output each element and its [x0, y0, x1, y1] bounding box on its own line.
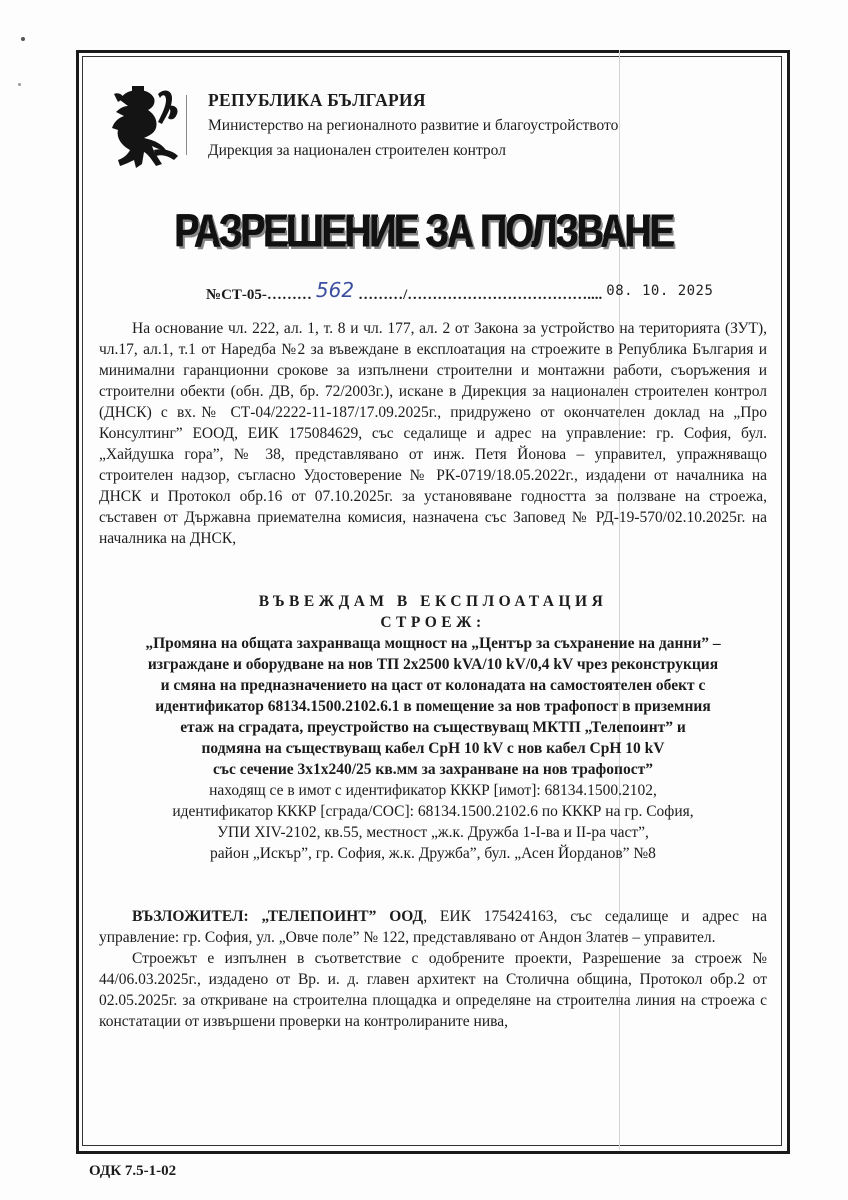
project-line: със сечение 3х1х240/25 кв.мм за захранване на нов трафопост”	[213, 761, 653, 778]
location-line: находящ се в имот с идентификатор КККР [имот]: 68134.1500.2102,	[209, 782, 657, 799]
location-line: район „Искър”, гр. София, ж.к. Дружба”, бул. „Асен Йорданов” №8	[210, 845, 656, 862]
compliance-paragraph	[99, 948, 767, 1032]
compliance-text: Строежът е изпълнен в съответствие с одобрените проекти, Разрешение за строеж № 44/06.03.2025г., издадено от Вр. и. д. главен архитект на Столична община, Протокол обр.2 от 02.05.2025г. за откриване на строителна площадка и определяне на строителна линия на строежа с констатации от извършени проверки на контролираните нива,	[99, 950, 767, 1030]
project-line: етаж на сградата, преустройство на съществуващ МКТП „Телепоинт” и	[180, 719, 686, 736]
preamble-text: На основание чл. 222, ал. 1, т. 8 и чл. 177, ал. 2 от Закона за устройство на територията (ЗУТ), чл.17, ал.1, т.1 от Наредба №2 за въвеждане в експлоатация на строежите в Република България и минимални гаранционни срокове за изпълнени строителни и монтажни работи, съоръжения и строителни обекти (обн. ДВ, бр. 72/2003г.), искане в Дирекция за национален строителен контрол (ДНСК) с вх.№ СТ-04/2222-11-187/17.09.2025г., придружено от окончателен доклад на „Про Консултинг” ЕООД, ЕИК 175084629, със седалище и адрес на управление: гр. София, бул.„Хайдушка гора”, № 38, представлявано от инж. Петя Йонова – управител, упражняващо строителен надзор, съгласно Удостоверение № РК-0719/18.05.2022г., издадени от началника на ДНСК и Протокол обр.16 от 07.10.2025г. за установяване годността за ползване на строежа, съставен от Държавна приемателна комисия, назначена със Заповед № РД-19-570/02.10.2025г. на началника на ДНСК,	[99, 320, 767, 547]
document-title: РАЗРЕШЕНИЕ ЗА ПОЛЗВАНЕ	[175, 205, 673, 257]
date-dots: ………/………………………………....	[358, 287, 603, 303]
commission-heading: ВЪВЕЖДАМ В ЕКСПЛОАТАЦИЯ	[258, 593, 608, 610]
location-line: УПИ XIV-2102, кв.55, местност „ж.к. Дружба 1-I-ва и II-ра част”,	[217, 824, 649, 841]
location-line: идентификатор КККР [сграда/СОС]: 68134.1500.2102.6 по КККР на гр. София,	[172, 803, 694, 820]
assignor-paragraph	[99, 906, 767, 948]
project-description	[99, 633, 767, 780]
date-stamp: 08. 10. 2025	[606, 283, 714, 299]
bulgarian-lion-emblem-icon	[108, 80, 188, 175]
scan-speck	[21, 37, 25, 41]
location-description	[99, 780, 767, 864]
project-line: идентификатор 68134.1500.2102.6.1 в помещение за нов трафопост в приземния	[155, 698, 711, 715]
handwritten-number: 562	[315, 278, 355, 302]
document-number-prefix: №СТ-05-	[206, 287, 267, 303]
document-number-line	[206, 274, 717, 304]
preamble-paragraph	[99, 318, 767, 549]
project-line: и смяна на предназначението на цаст от колонадата на самостоятелен обект с	[160, 677, 706, 694]
header-ministry: Министерство на регионалното развитие и благоустройството	[208, 117, 619, 134]
project-line: подмяна на съществуващ кабел СрН 10 kV с нов кабел СрН 10 kV	[201, 740, 665, 757]
project-line: „Промяна на общата захранваща мощност на „Център за съхранение на данни” –	[145, 635, 721, 652]
header-country: РЕПУБЛИКА БЪЛГАРИЯ	[208, 90, 426, 110]
number-dots: ………	[266, 287, 312, 303]
scan-speck	[18, 83, 21, 86]
project-line: изграждане и оборудване на нов ТП 2х2500 kVA/10 kV/0,4 kV чрез реконструкция	[147, 656, 719, 673]
construction-heading: СТРОЕЖ:	[380, 614, 486, 631]
header-directorate: Дирекция за национален строителен контрол	[208, 142, 506, 159]
header-divider	[186, 95, 187, 155]
assignor-label: ВЪЗЛОЖИТЕЛ: „ТЕЛЕПОИНТ” ООД	[132, 908, 424, 925]
document-body	[99, 318, 767, 1032]
assignor-text: , ЕИК 175424163, със седалище и адрес на управление: гр. София, ул. „Овче поле” № 122, представлявано от Андон Златев – управител.	[99, 908, 767, 946]
form-code: ОДК 7.5-1-02	[89, 1163, 177, 1179]
